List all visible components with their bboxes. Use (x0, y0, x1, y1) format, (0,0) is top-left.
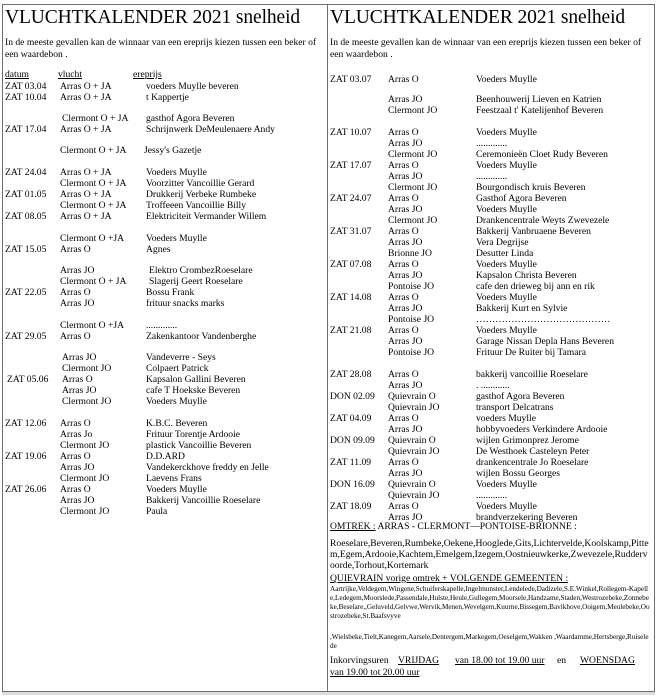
prize-cell: K.B.C. Beveren (146, 418, 208, 429)
prize-cell: cafe T Hoekske Beveren (146, 385, 241, 396)
inkorving-conj: en (557, 655, 567, 666)
flight-cell: Quievrain O (388, 435, 436, 446)
flight-cell: Arras JO (60, 462, 95, 473)
prize-cell: wijlen Grimonprez Jerome (476, 435, 579, 446)
page-bottom-edge (2, 692, 655, 695)
flight-cell: Arras O (60, 451, 91, 462)
flight-cell: Arras O (60, 484, 91, 495)
date-cell: ZAT 10.04 (5, 92, 47, 103)
flight-cell: Clermont JO (388, 149, 438, 160)
prize-cell: transport Delcatrans (476, 402, 554, 413)
date-cell: ZAT 15.05 (5, 244, 47, 255)
prize-cell: Voeders Muylle (476, 74, 537, 85)
date-cell: ZAT 18.09 (330, 501, 372, 512)
flight-cell: Clermont O + JA (60, 178, 127, 189)
flight-cell: Arras O (388, 325, 419, 336)
prize-cell: Voeders Muylle (476, 479, 537, 490)
flight-cell: Clermont JO (388, 215, 438, 226)
omtrek-line (330, 521, 652, 532)
prize-cell: Voeders Muylle (146, 484, 207, 495)
omtrek-text: ARRAS - CLERMONT—PONTOISE-BRIONNE : (375, 521, 577, 532)
quievrain-towns-extra: ,Wielsbeke,Tielt,Kanegem,Aarsele,Dentergem,Markegem,Oeselgem,Wakken ,Waardamme,Hertsberge,Ruiselede (330, 633, 649, 650)
prize-cell: Paula (146, 506, 168, 517)
date-cell: ZAT 19.06 (5, 451, 47, 462)
date-cell: DON 16.09 (330, 479, 375, 490)
prize-cell: Voorzitter Vancoillie Gerard (146, 178, 255, 189)
prize-cell: voeders Muylle (476, 413, 536, 424)
flight-cell: Arras O (388, 292, 419, 303)
prize-cell: Kapsalon Christa Beveren (476, 270, 577, 281)
prize-cell: D.D.ARD (146, 451, 185, 462)
inkorving-day2: WOENSDAG (580, 655, 635, 666)
flight-cell: Arras JO (60, 265, 95, 276)
flight-cell: Arras O + JA (60, 124, 112, 135)
prize-cell: Bourgondisch kruis Beveren (476, 182, 586, 193)
flight-cell: Arras JO (388, 336, 423, 347)
flight-cell: Quievrain JO (388, 490, 440, 501)
flight-cell: Quievrain O (388, 391, 436, 402)
prize-cell: bakkerij vancoillie Roeselare (476, 369, 588, 380)
date-cell: ZAT 29.05 (5, 331, 47, 342)
flight-cell: Arras JO (62, 352, 97, 363)
prize-cell: . ............ (476, 380, 510, 391)
page-title-right: VLUCHTKALENDER 2021 snelheid (330, 7, 626, 28)
intro-text-right: In de meeste gevallen kan de winnaar van een ereprijs kiezen tussen een beker of een waardebon . (330, 37, 642, 60)
flight-cell: Arras JO (388, 380, 423, 391)
flight-cell: Pontoise JO (388, 281, 435, 292)
prize-cell: Voeders Muylle (146, 167, 207, 178)
date-cell: ZAT 03.04 (5, 81, 47, 92)
prize-cell: ............. (476, 171, 508, 182)
flight-cell: Clermont JO (60, 473, 110, 484)
flight-cell: Arras JO (388, 270, 423, 281)
prize-cell: ............. (146, 320, 178, 331)
prize-cell: Bossu Frank (146, 287, 195, 298)
prize-cell: Beenhouwerij Lieven en Katrien (476, 94, 602, 105)
flight-cell: Arras O (388, 74, 419, 85)
prize-cell: Elektriciteit Vermander Willem (146, 211, 267, 222)
flight-cell: Clermont JO (62, 363, 112, 374)
date-cell: ZAT 08.05 (5, 211, 47, 222)
date-cell: ZAT 31.07 (330, 226, 372, 237)
flight-cell: Arras O (388, 457, 419, 468)
prize-cell: ............. (476, 138, 508, 149)
inkorving-time2: van 19.00 tot 20.00 uur (330, 667, 420, 678)
flight-cell: Arras JO (60, 298, 95, 309)
prize-cell: Vandeverre - Seys (146, 352, 216, 363)
flight-cell: Arras O (388, 413, 419, 424)
flight-cell: Arras JO (388, 468, 423, 479)
prize-cell: Bakkerij Vancoillie Roeselare (146, 495, 261, 506)
date-cell: ZAT 21.08 (330, 325, 372, 336)
prize-cell: cafe den drieweg bij ann en rik (476, 281, 595, 292)
prize-cell: Voeders Muylle (476, 501, 537, 512)
prize-cell: Zakenkantoor Vandenberghe (146, 331, 257, 342)
prize-cell: Ceremonieën Cloet Rudy Beveren (476, 149, 608, 160)
flight-cell: Arras JO (62, 385, 97, 396)
page-title-left: VLUCHTKALENDER 2021 snelheid (5, 7, 301, 28)
prize-cell: …………………………………… (476, 314, 611, 325)
flight-cell: Arras O (388, 127, 419, 138)
omtrek-label: OMTREK : (330, 521, 376, 532)
date-cell: ZAT 03.07 (330, 74, 372, 85)
prize-cell: brandverzekering Beveren (476, 512, 578, 523)
prize-cell: Schrijnwerk DeMeulenaere Andy (146, 124, 275, 135)
header-vlucht: vlucht (58, 69, 82, 80)
flight-cell: Pontoise JO (388, 314, 435, 325)
prize-cell: Voeders Muylle (146, 233, 207, 244)
flight-cell: Clermont JO (388, 105, 438, 116)
prize-cell: Voeders Muylle (476, 160, 537, 171)
flight-cell: Clermont O + JA (60, 145, 127, 156)
flight-cell: Clermont JO (62, 396, 112, 407)
date-cell: DON 09.09 (330, 435, 375, 446)
prize-cell: frituur snacks marks (146, 298, 225, 309)
prize-cell: Voeders Muylle (476, 325, 537, 336)
date-cell: ZAT 01.05 (5, 189, 47, 200)
inkorving-time1: van 18.00 tot 19.00 uur (455, 655, 545, 666)
prize-cell: gasthof Agora Beveren (476, 391, 565, 402)
flight-cell: Quievrain JO (388, 446, 440, 457)
prize-cell: hobbyvoeders Verkindere Ardooie (476, 424, 608, 435)
prize-cell: Bakkerij Vanbruaene Beveren (476, 226, 591, 237)
header-ereprijs: ereprijs (133, 69, 162, 80)
date-cell: ZAT 17.07 (330, 160, 372, 171)
prize-cell: plastick Vancoillie Beveren (146, 440, 252, 451)
prize-cell: Colpaert Patrick (146, 363, 209, 374)
prize-cell: Vera Degrijse (476, 237, 529, 248)
flight-cell: Arras O + JA (60, 167, 112, 178)
header-datum: datum (5, 69, 29, 80)
flight-cell: Quievrain JO (388, 402, 440, 413)
date-cell: ZAT 22.05 (5, 287, 47, 298)
prize-cell: Voeders Muylle (476, 259, 537, 270)
prize-cell: Elektro CrombezRoeselare (149, 265, 253, 276)
date-cell: ZAT 14.08 (330, 292, 372, 303)
flight-cell: Arras JO (388, 237, 423, 248)
date-cell: ZAT 24.04 (5, 167, 47, 178)
flight-cell: Arras JO (388, 138, 423, 149)
flight-cell: Arras O + JA (60, 81, 112, 92)
inkorving-day1: VRIJDAG (398, 655, 440, 666)
flight-cell: Clermont O + JA (62, 113, 129, 124)
prize-cell: Gasthof Agora Beveren (476, 193, 567, 204)
flight-cell: Pontoise JO (388, 347, 435, 358)
prize-cell: Jessy's Gazetje (144, 145, 202, 156)
flight-cell: Arras O (60, 287, 91, 298)
flight-cell: Arras JO (388, 171, 423, 182)
flight-cell: Brionne JO (388, 248, 432, 259)
prize-cell: Feestzaal t' Katelijenhof Beveren (476, 105, 604, 116)
prize-cell: Voeders Muylle (476, 204, 537, 215)
flight-cell: Arras Jo (60, 429, 93, 440)
prize-cell: voeders Muylle beveren (146, 81, 239, 92)
intro-text-left: In de meeste gevallen kan de winnaar van een ereprijs kiezen tussen een beker of een waardebon . (5, 37, 317, 60)
prize-cell: t Kappertje (146, 92, 189, 103)
inkorving-line (330, 655, 652, 666)
flight-cell: Arras O + JA (60, 189, 112, 200)
date-cell: ZAT 04.09 (330, 413, 372, 424)
flight-cell: Arras JO (388, 94, 423, 105)
flight-cell: Arras JO (388, 204, 423, 215)
flight-cell: Quievrain O (388, 479, 436, 490)
date-cell: ZAT 28.08 (330, 369, 372, 380)
flight-cell: Arras O + JA (60, 211, 112, 222)
flight-cell: Arras O (62, 374, 93, 385)
prize-cell: Drukkerij Verbeke Rumbeke (146, 189, 257, 200)
prize-cell: Voeders Muylle (476, 127, 537, 138)
prize-cell: Desutter Linda (476, 248, 534, 259)
flight-cell: Clermont JO (60, 440, 110, 451)
flight-cell: Arras JO (388, 512, 423, 523)
flight-cell: Clermont JO (60, 506, 110, 517)
flight-cell: Arras O (388, 160, 419, 171)
prize-cell: De Westhoek Casteleyn Peter (476, 446, 590, 457)
prize-cell: drankencentrale Jo Roeselare (476, 457, 589, 468)
left-column (2, 4, 328, 692)
date-cell: ZAT 12.06 (5, 418, 47, 429)
date-cell: ZAT 26.06 (5, 484, 47, 495)
prize-cell: Drankencentrale Weyts Zwevezele (476, 215, 610, 226)
flight-cell: Clermont O +JA (60, 233, 125, 244)
date-cell: ZAT 11.09 (330, 457, 372, 468)
flight-cell: Arras O (388, 193, 419, 204)
prize-cell: Laevens Frans (146, 473, 202, 484)
flight-cell: Clermont O + JA (60, 276, 127, 287)
quievrain-towns: Aartrijke,Veldegem,Wingene,Schuiferskapelle,Ingelmunster,Lendelede,Dadizele,S.E.Winkel,Rollegem-Kapelle,Ledegem,Moorslede,Passendale,Hulste,Heule,Gullegem,Moorsele,Handzame,Staden,Westrozebeke,Zonnebeke,Beselare,,Geluveld,Gelvwe,Wervik,Menen,Wevelgem,Kuurne,Bissegem,Bavikhove,Ooigem,Meulebeke,Oostrozebeke,St.Baafsvyve (330, 585, 650, 620)
prize-cell: Vandekerckhove freddy en Jelle (146, 462, 269, 473)
flight-cell: Clermont O + JA (60, 200, 127, 211)
flight-cell: Clermont O +JA (60, 320, 125, 331)
prize-cell: gasthof Agora Beveren (146, 113, 235, 124)
quievrain-heading: QUIEVRAIN vorige omtrek + VOLGENDE GEMEENTEN : (330, 573, 569, 584)
flight-cell: Arras JO (388, 424, 423, 435)
flight-cell: Arras O (60, 418, 91, 429)
date-cell: ZAT 10.07 (330, 127, 372, 138)
column-headers (5, 69, 325, 80)
prize-cell: Slagerij Geert Roeselare (149, 276, 243, 287)
flight-cell: Arras O (388, 226, 419, 237)
date-cell: ZAT 05.06 (7, 374, 49, 385)
flight-cell: Clermont JO (388, 182, 438, 193)
flight-cell: Arras O (388, 259, 419, 270)
flight-cell: Arras O (60, 331, 91, 342)
date-cell: ZAT 07.08 (330, 259, 372, 270)
prize-cell: Bakkerij Kurt en Sylvie (476, 303, 568, 314)
flight-cell: Arras O (388, 369, 419, 380)
flight-cell: Arras JO (60, 495, 95, 506)
prize-cell: Kapsalon Gallini Beveren (146, 374, 246, 385)
prize-cell: Frituur Torentje Ardooie (146, 429, 241, 440)
prize-cell: ............. (476, 490, 508, 501)
prize-cell: Troffeeen Vancoillie Billy (146, 200, 247, 211)
flight-cell: Arras O (388, 501, 419, 512)
date-cell: ZAT 24.07 (330, 193, 372, 204)
prize-cell: Garage Nissan Depla Hans Beveren (476, 336, 614, 347)
flight-cell: Arras O (60, 244, 91, 255)
prize-cell: Agnes (146, 244, 171, 255)
date-cell: ZAT 17.04 (5, 124, 47, 135)
omtrek-towns: Roeselare,Beveren,Rumbeke,Oekene,Hooglede,Gits,Lichtervelde,Koolskamp,Pittem,Egem,Ardooie,Kachtem,Emelgem,Izegem,Oostnieuwkerke,Zwevezele,Rudderv oorde,Torhout,Kortemark (330, 538, 649, 571)
flight-cell: Arras O + JA (60, 92, 112, 103)
inkorving-label: Inkorvingsuren (330, 655, 389, 666)
prize-cell: Voeders Muylle (146, 396, 207, 407)
flight-cell: Arras JO (388, 303, 423, 314)
prize-cell: Frituur De Ruiter bij Tamara (476, 347, 586, 358)
date-cell: DON 02.09 (330, 391, 375, 402)
prize-cell: Voeders Muylle (476, 292, 537, 303)
prize-cell: wijlen Bossu Georges (476, 468, 561, 479)
